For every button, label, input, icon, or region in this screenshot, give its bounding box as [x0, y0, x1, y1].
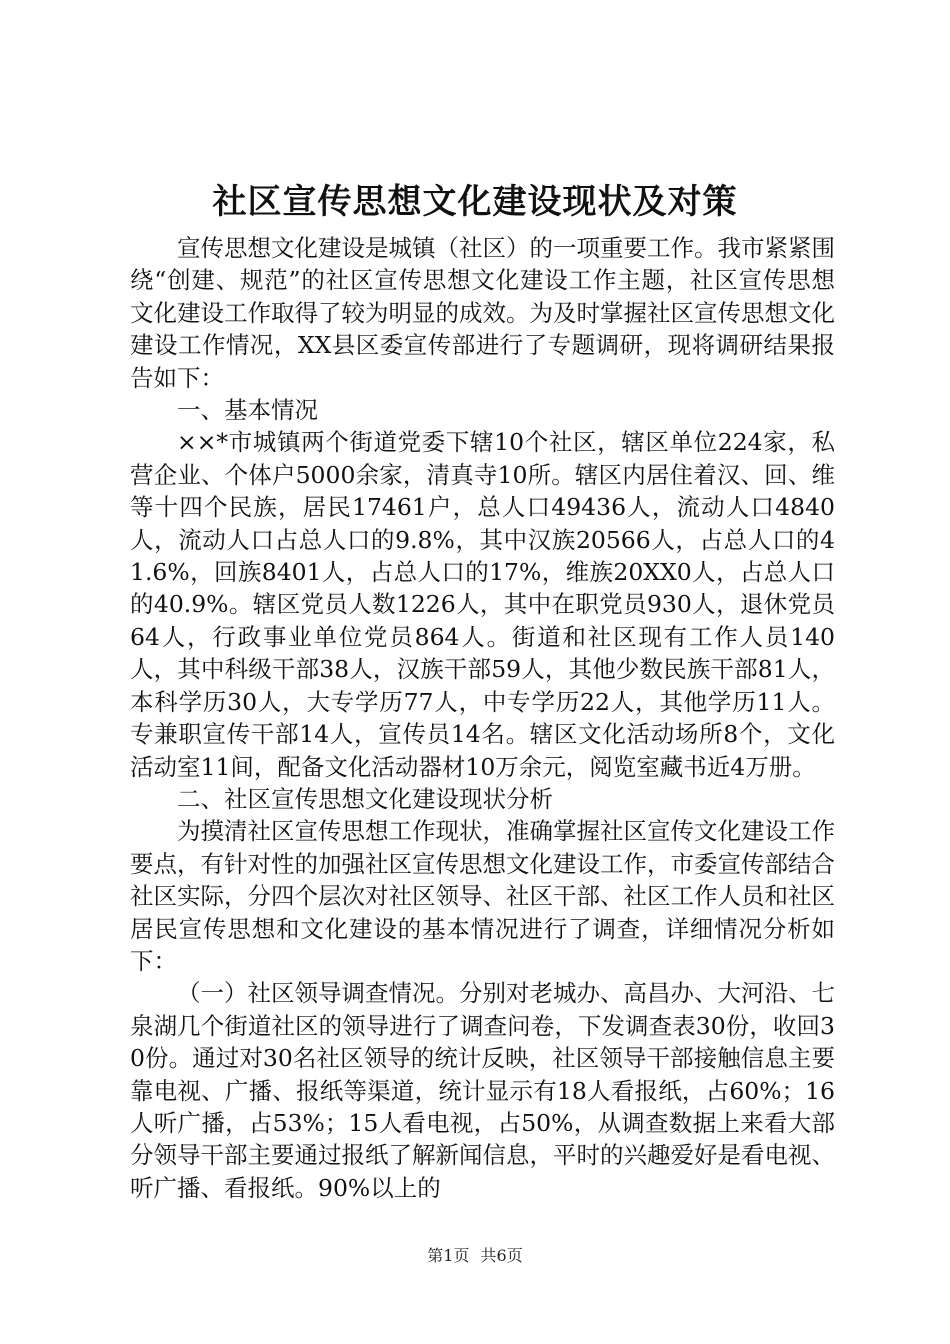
document-body: [130, 232, 835, 1204]
analysis-intro-paragraph: 为摸清社区宣传思想工作现状，准确掌握社区宣传文化建设工作要点，有针对性的加强社区宣传思想文化建设工作，市委宣传部结合社区实际，分四个层次对社区领导、社区干部、社区工作人员和社区居民宣传思想和文化建设的基本情况进行了调查，详细情况分析如下：: [130, 817, 835, 975]
section-heading-basic: 一、基本情况: [177, 396, 318, 425]
leader-survey-paragraph: （一）社区领导调查情况。分别对老城办、高昌办、大河沿、七泉湖几个街道社区的领导进行了调查问卷，下发调查表30份，收回30份。通过对30名社区领导的统计反映，社区领导干部接触信息主要靠电视、广播、报纸等渠道，统计显示有18人看报纸，占60%；16人听广播，占53%；15人看电视，占50%，从调查数据上来看大部分领导干部主要通过报纸了解新闻信息，平时的兴趣爱好是看电视、听广播、看报纸。90%以上的: [130, 979, 835, 1202]
intro-paragraph: 宣传思想文化建设是城镇（社区）的一项重要工作。我市紧紧围绕“创建、规范”的社区宣传思想文化建设工作主题，社区宣传思想文化建设工作取得了较为明显的成效。为及时掌握社区宣传思想文化建设工作情况，XX县区委宣传部进行了专题调研，现将调研结果报告如下：: [130, 234, 835, 392]
page-number: 第1页: [427, 1246, 470, 1265]
document-title: 社区宣传思想文化建设现状及对策: [212, 182, 738, 222]
basic-situation-paragraph: ××*市城镇两个街道党委下辖10个社区，辖区单位224家，私营企业、个体户5000余家，清真寺10所。辖区内居住着汉、回、维等十四个民族，居民17461户，总人口49436人，流动人口4840人，流动人口占总人口的9.8%，其中汉族20566人，占总人口的41.6%，回族8401人，占总人口的17%，维族20XX0人，占总人口的40.9%。辖区党员人数1226人，其中在职党员930人，退休党员64人，行政事业单位党员864人。街道和社区现有工作人员140人，其中科级干部38人，汉族干部59人，其他少数民族干部81人，本科学历30人，大专学历77人，中专学历22人，其他学历11人。专兼职宣传干部14人，宣传员14名。辖区文化活动场所8个，文化活动室11间，配备文化活动器材10万余元，阅览室藏书近4万册。: [130, 428, 835, 781]
page-footer: [0, 1245, 950, 1267]
page-total: 共6页: [480, 1246, 523, 1265]
section-heading-analysis: 二、社区宣传思想文化建设现状分析: [177, 784, 553, 813]
